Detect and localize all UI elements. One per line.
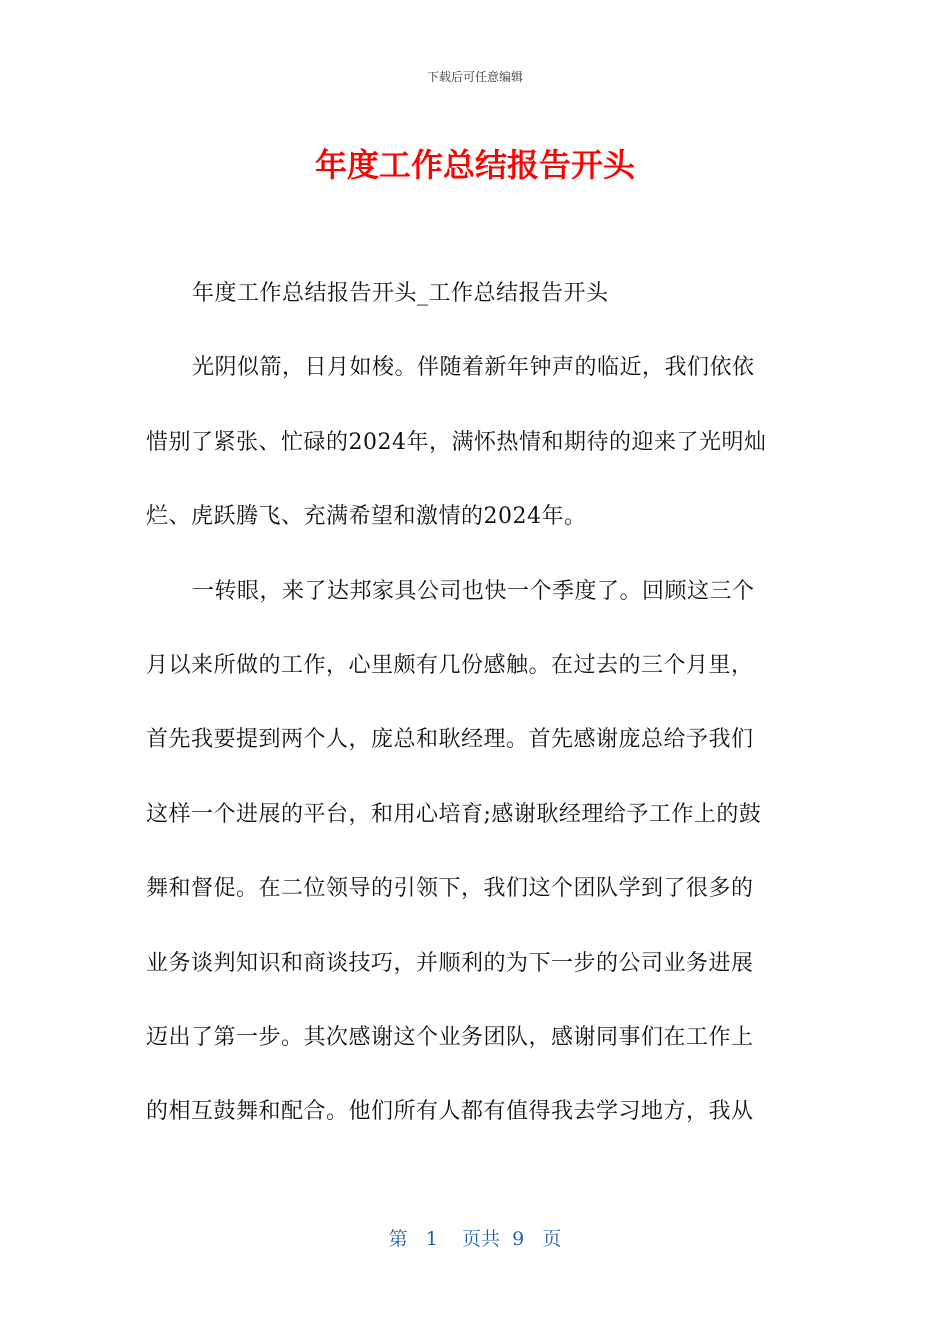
page-mid: 页共 xyxy=(462,1228,501,1250)
download-watermark: 下载后可任意编辑 xyxy=(426,70,523,84)
paragraph-line: 光阴似箭，日月如梭。伴随着新年钟声的临近，我们依依 xyxy=(192,355,755,381)
paragraph-line: 一转眼，来了达邦家具公司也快一个季度了。回顾这三个 xyxy=(192,578,755,604)
paragraph-line: 惜别了紧张、忙碌的2024年，满怀热情和期待的迎来了光明灿 xyxy=(146,429,767,455)
paragraph-line: 的相互鼓舞和配合。他们所有人都有值得我去学习地方，我从 xyxy=(146,1099,754,1125)
page-number-footer xyxy=(0,1224,950,1251)
document-body xyxy=(146,257,806,1150)
paragraph-line: 月以来所做的工作，心里颇有几份感触。在过去的三个月里， xyxy=(146,652,754,678)
paragraph-line: 舞和督促。在二位领导的引领下，我们这个团队学到了很多的 xyxy=(146,876,754,902)
paragraph-line: 这样一个进展的平台，和用心培育;感谢耿经理给予工作上的鼓 xyxy=(146,801,762,827)
paragraph-line: 烂、虎跃腾飞、充满希望和激情的2024年。 xyxy=(146,504,587,530)
paragraph-line: 业务谈判知识和商谈技巧，并顺利的为下一步的公司业务进展 xyxy=(146,950,754,976)
page-prefix: 第 xyxy=(388,1228,408,1250)
paragraph-line: 年度工作总结报告开头_工作总结报告开头 xyxy=(192,281,609,306)
paragraph-line: 首先我要提到两个人，庞总和耿经理。首先感谢庞总给予我们 xyxy=(146,727,754,753)
page-total: 9 xyxy=(512,1228,525,1250)
page-title: 年度工作总结报告开头 xyxy=(314,146,635,184)
paragraph-line: 迈出了第一步。其次感谢这个业务团队，感谢同事们在工作上 xyxy=(146,1024,754,1050)
page-current: 1 xyxy=(425,1228,438,1250)
page-suffix: 页 xyxy=(542,1228,562,1250)
